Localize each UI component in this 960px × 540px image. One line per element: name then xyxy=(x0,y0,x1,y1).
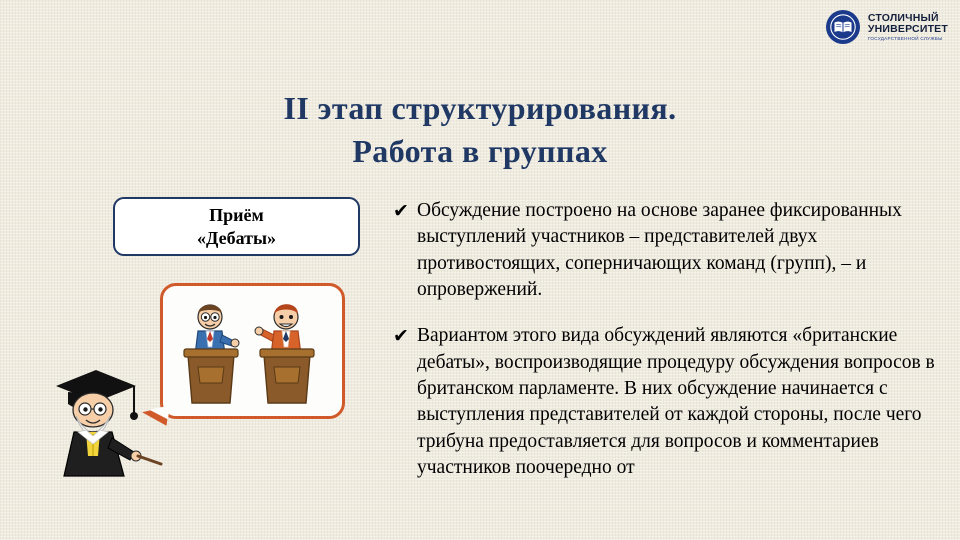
slide-title xyxy=(0,87,960,171)
open-book-emblem-icon xyxy=(826,10,860,44)
technique-callout-box xyxy=(113,197,360,256)
list-item-text: Обсуждение построено на основе заранее фиксированных выступлений участников – представителей двух противостоящих, соперничающих команд (групп), – и опровержений. xyxy=(417,200,902,300)
logo-line-2: УНИВЕРСИТЕТ xyxy=(867,22,948,35)
logo-subtitle: ГОСУДАРСТВЕННОЙ СЛУЖБЫ xyxy=(867,35,943,41)
list-item-text: Вариантом этого вида обсуждений являются «британские дебаты», воспроизводящие процедуру обсуждения вопросов в британском парламенте. В них обсуждение начинается с выступления представителей от каждой стороны, после чего трибуна предоставляется для вопросов и комментариев участников поочередно от xyxy=(417,325,935,478)
slide-title-line-2: Работа в группах xyxy=(352,132,608,169)
professor-with-pointer-illustration xyxy=(48,352,163,482)
logo-wordmark xyxy=(868,13,948,42)
logo-line-1: СТОЛИЧНЫЙ xyxy=(867,11,939,24)
technique-callout-line-2: «Дебаты» xyxy=(196,227,277,248)
list-item xyxy=(393,198,949,303)
technique-callout-line-1: Приём xyxy=(209,205,264,225)
two-debaters-at-podiums-illustration xyxy=(160,283,345,424)
slide-title-line-1: II этап структурирования. xyxy=(283,90,677,127)
bullet-list xyxy=(393,198,949,501)
university-logo xyxy=(826,10,948,44)
checkmark-icon: ✔ xyxy=(393,201,409,222)
list-item xyxy=(393,323,949,481)
checkmark-icon: ✔ xyxy=(393,326,409,348)
